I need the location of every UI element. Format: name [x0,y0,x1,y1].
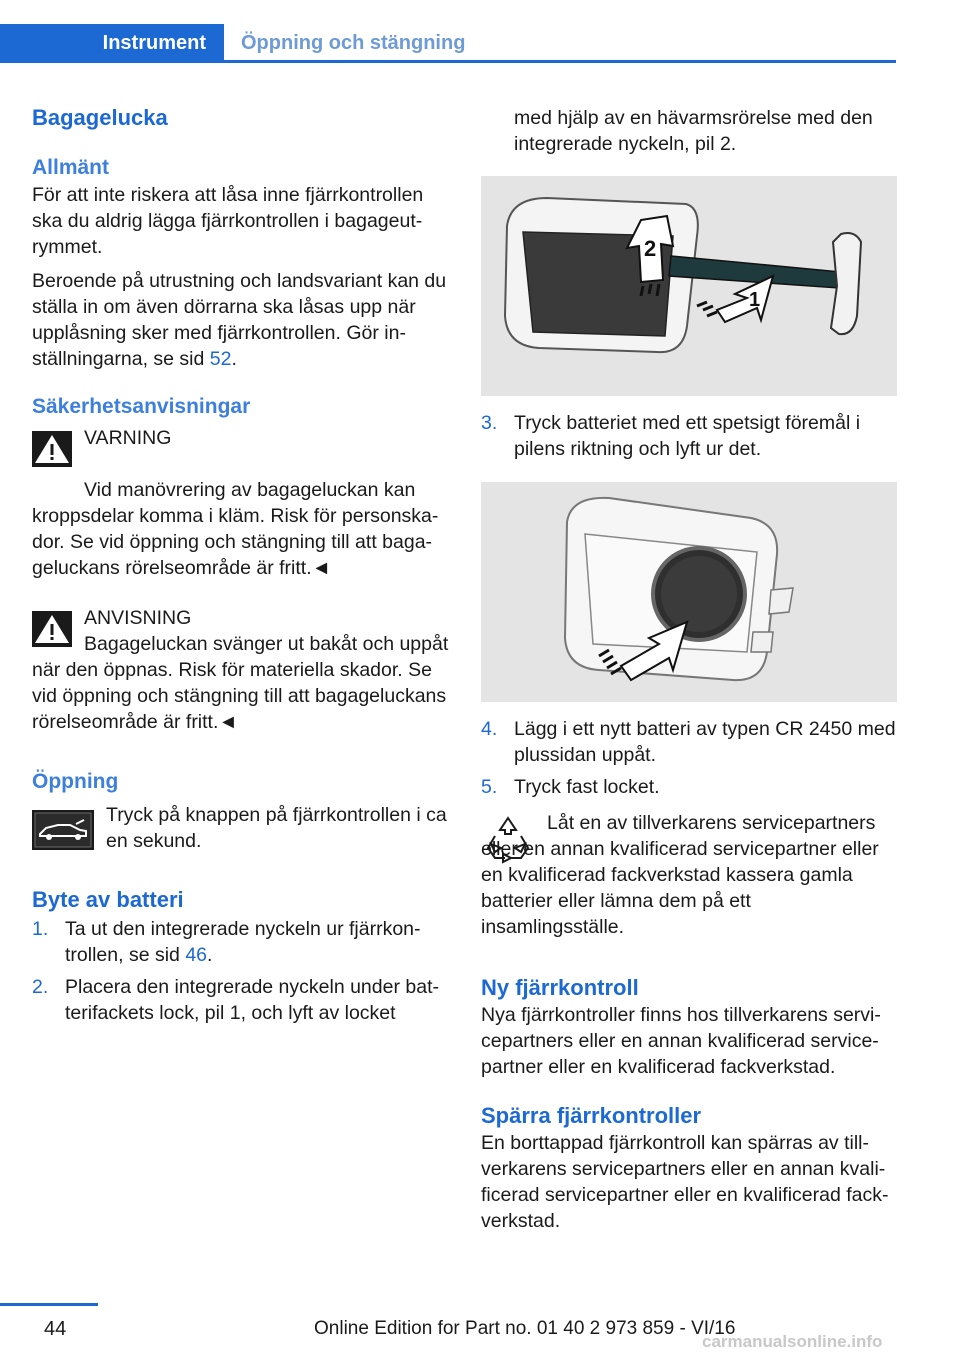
figure-key-removal [481,176,897,396]
battery-removal-illustration [481,482,897,702]
left-column [32,96,452,1026]
section-title-bagagelucka: Bagagelucka [32,105,168,130]
general-paragraph-2: Beroende på utrustning och landsvariant kan du ställa in om även dörrarna ska låsas upp när upplåsning sker med fjärrkontrollen. Gör inställningarna, se sid 52. [32,270,447,370]
right-column [481,96,897,1234]
list-item: 4. Lägg i ett nytt batteri av typen CR 2450 med plussidan uppåt. [481,718,896,766]
step-number: 4. [481,718,498,740]
heading-new-remote: Ny fjärrkontroll [481,975,639,1000]
recycle-text: Låt en av tillverkarens servicepartners eller en annan kvalificerad servicepartner eller en kvalificerad fackverkstad kassera gamla batterier eller lämna dem på ett insamlingsställe. [481,812,879,938]
figure-label-2: 2 [644,236,657,261]
car-trunk-button-icon [32,810,94,850]
new-remote-text: Nya fjärrkontroller finns hos tillverkarens servicepartners eller en annan kvalificerad servicepartner eller en kvalificerad fackverkstad. [481,1004,881,1078]
page-header [0,0,960,64]
header-rule [0,60,896,63]
notice-title: ANVISNING [84,607,192,629]
warning-text: Vid manövrering av bagageluckan kan kroppsdelar komma i kläm. Risk för personskador. Se vid öppning och stängning till att bagageluckans rörelseområde är fritt.◄ [32,479,439,579]
step-number: 1. [32,918,49,940]
battery-steps-list [32,916,452,1026]
header-tab-opening-closing[interactable]: Öppning och stängning [241,31,466,54]
list-item: 3. Tryck batteriet med ett spetsigt föremål i pilens riktning och lyft ur det. [481,412,861,460]
step-number: 5. [481,776,498,798]
notice-text: Bagageluckan svänger ut bakåt och uppåt när den öppnas. Risk för materiella skador. Se vid öppning och stängning till att bagageluckans rörelseområde är fritt.◄ [32,633,449,733]
step-number: 2. [32,976,49,998]
opening-block [32,802,452,854]
key-removal-illustration [481,176,897,396]
notice-block [32,605,452,735]
list-item: 1. Ta ut den integrerade nyckeln ur fjärrkontrollen, se sid 46. [32,918,421,966]
general-paragraph-1: För att inte riskera att låsa inne fjärrkontrollen ska du aldrig lägga fjärrkontrollen i bagageutrymmet. [32,184,424,258]
footer-rule [0,1303,98,1306]
figure-battery-removal [481,482,897,702]
page-link-46[interactable]: 46 [185,944,208,966]
list-item: 5. Tryck fast locket. [481,776,660,798]
warning-triangle-icon [32,431,72,467]
heading-lock-remote: Spärra fjärrkontroller [481,1103,702,1128]
step2-continuation: med hjälp av en hävarmsrörelse med den integrerade nyckeln, pil 2. [514,107,873,155]
figure-label-1: 1 [749,289,761,311]
battery-steps-list-cont-2 [481,716,897,800]
edition-text: Online Edition for Part no. 01 40 2 973 859 - VI/16 [314,1318,736,1339]
warning-title: VARNING [84,427,172,449]
header-tab-instrument[interactable]: Instrument [0,24,224,62]
recycle-block [481,810,897,940]
recycle-icon [483,814,533,864]
heading-battery-change: Byte av batteri [32,887,184,912]
lock-remote-text: En borttappad fjärrkontroll kan spärras av tillverkarens servicepartners eller en annan kvalificerad servicepartner eller en kvalificerad fackverkstad. [481,1132,889,1232]
battery-steps-list-cont [481,410,897,462]
heading-opening: Öppning [32,770,119,793]
step-number: 3. [481,412,498,434]
heading-safety: Säkerhetsanvisningar [32,395,251,418]
list-item: 2. Placera den integrerade nyckeln under batterifackets lock, pil 1, och lyft av locket [32,976,439,1024]
heading-general: Allmänt [32,156,110,179]
page-number: 44 [44,1318,67,1340]
notice-triangle-icon [32,611,72,647]
warning-block [32,425,452,581]
opening-text: Tryck på knappen på fjärrkontrollen i ca en sekund. [106,804,447,852]
watermark-text: carmanualsonline.info [702,1332,883,1351]
page-link-52[interactable]: 52 [209,348,232,370]
